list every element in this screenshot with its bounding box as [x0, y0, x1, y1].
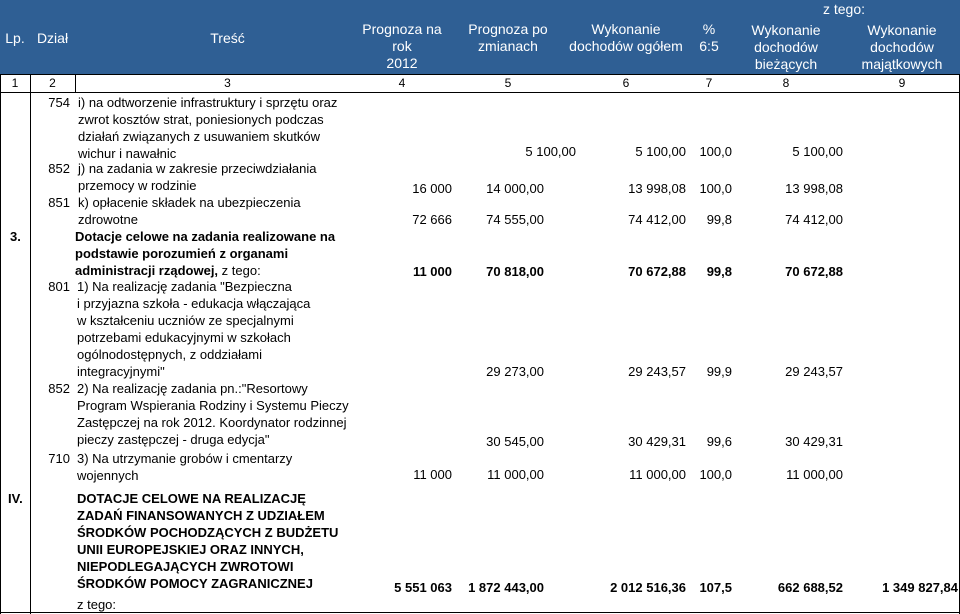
cell-tresc: i) na odtworzenie infrastruktury i sprzętu oraz zwrot kosztów strat, poniesionych podczas działań związanych z usuwaniem skutków wichur i nawałnic	[78, 95, 338, 161]
cell-dzial: 754	[48, 95, 70, 110]
cell-po-zmianach: 1 872 443,00	[468, 580, 544, 595]
cell-dzial: 801	[48, 279, 70, 294]
col-number-1: 1	[11, 76, 19, 90]
cell-biezace: 30 429,31	[785, 434, 843, 449]
cell-prognoza: 72 666	[412, 212, 452, 227]
cell-prognoza: 11 000	[413, 467, 452, 482]
grid-line	[0, 92, 960, 93]
col-number-5: 5	[504, 76, 512, 90]
cell-procent: 107,5	[699, 580, 732, 595]
header-procent: % 6:5	[699, 21, 719, 54]
cell-procent: 100,0	[699, 181, 732, 196]
header-z-tego: z tego:	[822, 1, 866, 17]
table-header	[0, 0, 960, 74]
cell-po-zmianach: 5 100,00	[525, 144, 576, 159]
col-number-8: 8	[782, 76, 790, 90]
header-dzial: Dział	[36, 30, 69, 46]
header-wykonanie-majatkowych: Wykonanie dochodów majątkowych	[861, 22, 943, 72]
col-number-4: 4	[398, 76, 406, 90]
cell-po-zmianach: 14 000,00	[486, 181, 544, 196]
cell-lp: IV.	[8, 491, 23, 506]
cell-tresc-suffix: z tego:	[77, 597, 117, 612]
header-tresc: Treść	[210, 30, 245, 46]
grid-line	[30, 74, 31, 614]
cell-prognoza: 16 000	[412, 181, 452, 196]
cell-procent: 99,6	[706, 434, 732, 449]
grid-line	[0, 612, 960, 613]
cell-procent: 99,8	[706, 212, 732, 227]
header-prognoza-po-zmianach: Prognoza po zmianach	[468, 21, 548, 54]
cell-biezace: 11 000,00	[786, 467, 843, 482]
cell-procent: 99,8	[706, 264, 732, 279]
col-number-9: 9	[898, 76, 906, 90]
cell-dzial: 710	[48, 451, 70, 466]
cell-tresc: k) opłacenie składek na ubezpieczenia zdrowotne	[78, 195, 301, 227]
cell-po-zmianach: 11 000,00	[487, 467, 544, 482]
header-wykonanie-biezacych: Wykonanie dochodów bieżących	[751, 22, 821, 72]
grid-line	[75, 74, 76, 92]
cell-wykonanie: 29 243,57	[628, 364, 686, 379]
cell-prognoza: 11 000	[412, 264, 452, 279]
cell-po-zmianach: 74 555,00	[486, 212, 544, 227]
col-number-2: 2	[49, 76, 56, 90]
cell-wykonanie: 74 412,00	[628, 212, 686, 227]
col-number-3: 3	[224, 76, 231, 90]
cell-biezace: 70 672,88	[785, 264, 843, 279]
cell-procent: 100,0	[699, 467, 732, 482]
grid-line	[0, 74, 1, 614]
cell-biezace: 13 998,08	[785, 181, 843, 196]
cell-po-zmianach: 30 545,00	[486, 434, 544, 449]
cell-dzial: 851	[48, 195, 70, 210]
col-number-6: 6	[622, 76, 630, 90]
header-prognoza-rok: Prognoza na rok 2012	[362, 21, 442, 71]
cell-biezace: 74 412,00	[785, 212, 843, 227]
cell-prognoza: 5 551 063	[394, 580, 452, 595]
cell-po-zmianach: 29 273,00	[486, 364, 544, 379]
cell-biezace: 29 243,57	[785, 364, 843, 379]
cell-tresc: j) na zadania w zakresie przeciwdziałania przemocy w rodzinie	[78, 161, 317, 193]
grid-line	[0, 74, 960, 75]
header-lp: Lp.	[5, 30, 25, 46]
cell-wykonanie: 11 000,00	[629, 467, 686, 482]
cell-biezace: 662 688,52	[777, 580, 843, 595]
cell-biezace: 5 100,00	[792, 144, 843, 159]
cell-dzial: 852	[48, 161, 70, 176]
cell-tresc: DOTACJE CELOWE NA REALIZACJĘ ZADAŃ FINANSOWANYCH Z UDZIAŁEM ŚRODKÓW POCHODZĄCYCH Z BUDŻETU UNII EUROPEJSKIEJ ORAZ INNYCH, NIEPODLEGAJĄCYCH ZWROTOWI ŚRODKÓW POMOCY ZAGRANICZNEJ	[77, 491, 339, 591]
cell-procent: 99,9	[706, 364, 732, 379]
cell-tresc: Dotacje celowe na zadania realizowane na podstawie porozumień z organami administracji rządowej, z tego:	[75, 229, 336, 278]
cell-tresc: 3) Na utrzymanie grobów i cmentarzy wojennych	[77, 451, 293, 483]
cell-wykonanie: 13 998,08	[628, 181, 686, 196]
col-number-7: 7	[705, 76, 713, 90]
cell-wykonanie: 70 672,88	[628, 264, 686, 279]
cell-tresc: 1) Na realizację zadania "Bezpieczna i przyjazna szkoła - edukacja włączająca w kształceniu uczniów ze specjalnymi potrzebami edukacyjnymi w szkołach ogólnodostępnych, z oddziałami integracyjnymi"	[77, 279, 311, 379]
cell-lp: 3.	[10, 229, 21, 244]
cell-wykonanie: 30 429,31	[628, 434, 686, 449]
cell-procent: 100,0	[699, 144, 732, 159]
cell-dzial: 852	[48, 381, 70, 396]
cell-wykonanie: 5 100,00	[635, 144, 686, 159]
cell-tresc: 2) Na realizację zadania pn.:"Resortowy Program Wspierania Rodziny i Systemu Pieczy Zastępczej na rok 2012. Koordynator rodzinnej pieczy zastępczej - druga edycja"	[77, 381, 349, 447]
header-wykonanie-ogolem: Wykonanie dochodów ogółem	[569, 21, 683, 54]
cell-wykonanie: 2 012 516,36	[610, 580, 686, 595]
cell-majatkowe: 1 349 827,84	[882, 580, 958, 595]
cell-po-zmianach: 70 818,00	[486, 264, 544, 279]
